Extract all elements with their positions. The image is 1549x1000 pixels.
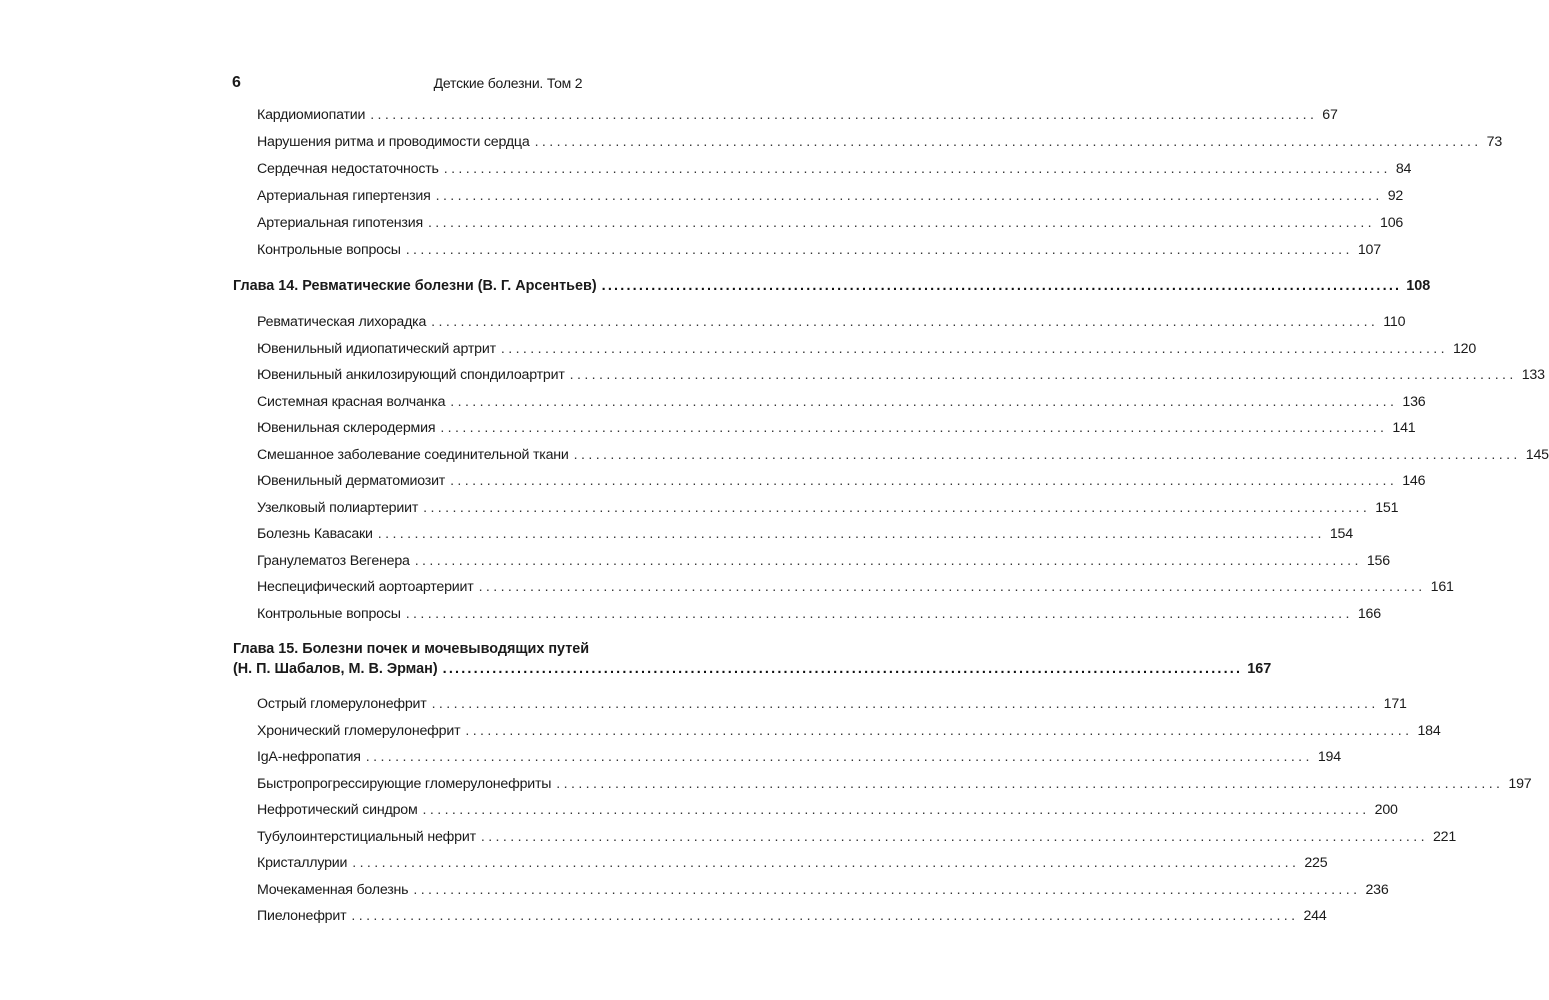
- dot-leader: .................................................................................................................................: [556, 776, 1504, 792]
- toc-entry: [257, 696, 1407, 712]
- toc-entry-page: 136: [1402, 394, 1426, 410]
- toc-entry: [257, 553, 1390, 569]
- toc-entry-title: IgA-нефропатия: [257, 749, 361, 765]
- toc-entry-page: 133: [1521, 367, 1545, 383]
- dot-leader: .................................................................................................................................: [431, 696, 1379, 712]
- toc-entry: [257, 242, 1381, 258]
- dot-leader: .................................................................................................................................: [370, 107, 1318, 123]
- toc-entry-title: Артериальная гипотензия: [257, 215, 423, 231]
- toc-entry-page: 194: [1317, 749, 1341, 765]
- dot-leader: .................................................................................................................................: [440, 420, 1388, 436]
- toc-entry-page: 110: [1383, 314, 1406, 330]
- chapter-title: Глава 14. Ревматические болезни (В. Г. Арсентьев): [233, 278, 597, 294]
- dot-leader: .................................................................................................................................: [405, 606, 1353, 622]
- chapter-heading: [233, 278, 1431, 294]
- toc-entry-title: Неспецифический аортоартериит: [257, 579, 474, 595]
- dot-leader: .................................................................................................................................: [427, 215, 1376, 231]
- toc-entry-title: Нарушения ритма и проводимости сердца: [257, 134, 530, 150]
- toc-entry-page: 84: [1395, 161, 1412, 177]
- toc-entry-page: 73: [1486, 134, 1503, 150]
- dot-leader: .................................................................................................................................: [351, 908, 1299, 924]
- chapter-page: 167: [1247, 661, 1272, 677]
- dot-leader: .................................................................................................................................: [450, 394, 1398, 410]
- toc-entry: [257, 749, 1341, 765]
- toc-entry: [257, 579, 1454, 595]
- toc-entry-title: Ювенильная склеродермия: [257, 420, 436, 436]
- toc-entry-title: Сердечная недостаточность: [257, 161, 439, 177]
- toc-entry-page: 225: [1304, 855, 1328, 871]
- toc-entry-title: Узелковый полиартериит: [257, 500, 419, 516]
- toc-entry: [257, 500, 1399, 516]
- dot-leader: .................................................................................................................................: [573, 447, 1521, 463]
- toc-entry-page: 107: [1357, 242, 1381, 258]
- toc-entry-page: 166: [1357, 606, 1381, 622]
- dot-leader: .................................................................................................................................: [480, 829, 1428, 845]
- dot-leader: .................................................................................................................................: [414, 553, 1362, 569]
- toc-entry-page: 236: [1365, 882, 1389, 898]
- toc-entry: [257, 188, 1404, 204]
- toc-entry-page: 151: [1375, 500, 1399, 516]
- chapter-title-line2: (Н. П. Шабалов, М. В. Эрман): [233, 661, 438, 677]
- toc-entry-title: Кристаллурии: [257, 855, 348, 871]
- toc-entry-title: Контрольные вопросы: [257, 606, 401, 622]
- toc-entry-title: Гранулематоз Вегенера: [257, 553, 410, 569]
- toc-entry-title: Ювенильный анкилозирующий спондилоартрит: [257, 367, 565, 383]
- toc-entry-page: 200: [1374, 802, 1398, 818]
- chapter-page: 108: [1406, 278, 1431, 294]
- toc-entry-page: 171: [1383, 696, 1407, 712]
- toc-entry: [257, 802, 1398, 818]
- toc-entry-page: 244: [1303, 908, 1327, 924]
- toc-entry-title: Мочекаменная болезнь: [257, 882, 409, 898]
- toc-entry-page: 120: [1452, 341, 1477, 357]
- dot-leader: .................................................................................................................................: [465, 723, 1413, 739]
- dot-leader: .................................................................................................................................: [435, 188, 1383, 204]
- dot-leader: .................................................................................................................................: [422, 802, 1370, 818]
- page-number: 6: [232, 74, 241, 91]
- toc-entry-title: Кардиомиопатии: [257, 107, 366, 123]
- toc-entry: [257, 420, 1416, 436]
- dot-leader: .................................................................................................................................: [443, 161, 1391, 177]
- toc-entry-page: 141: [1392, 420, 1416, 436]
- toc-entry: [257, 526, 1353, 542]
- toc-entry-page: 184: [1417, 723, 1441, 739]
- dot-leader: .................................................................................................................................: [500, 341, 1448, 357]
- toc-entry: [257, 908, 1327, 924]
- toc-entry-page: 92: [1387, 188, 1404, 204]
- dot-leader: .................................................................................................................................: [601, 278, 1402, 294]
- toc-entry-page: 67: [1322, 107, 1338, 123]
- toc-entry-title: Острый гломерулонефрит: [257, 696, 427, 712]
- toc-entry: [257, 215, 1404, 231]
- dot-leader: .................................................................................................................................: [377, 526, 1325, 542]
- toc-entry: [257, 367, 1545, 383]
- toc-entry-title: Контрольные вопросы: [257, 242, 401, 258]
- toc-entry-title: Системная красная волчанка: [257, 394, 446, 410]
- toc-entry-page: 161: [1430, 579, 1454, 595]
- toc-entry: [257, 107, 1338, 123]
- toc-entry: [257, 855, 1328, 871]
- dot-leader: .................................................................................................................................: [478, 579, 1426, 595]
- toc-entry-page: 106: [1380, 215, 1404, 231]
- toc-entry: [257, 882, 1389, 898]
- toc-entry-title: Ревматическая лихорадка: [257, 314, 427, 330]
- toc-entry: [257, 161, 1412, 177]
- toc-entry: [257, 447, 1549, 463]
- dot-leader: .................................................................................................................................: [365, 749, 1313, 765]
- toc-entry-page: 145: [1525, 447, 1549, 463]
- chapter-title-line1: Глава 15. Болезни почек и мочевыводящих путей: [233, 641, 590, 657]
- toc-entry-title: Пиелонефрит: [257, 908, 347, 924]
- running-head: [232, 74, 784, 94]
- toc-entry: [257, 134, 1503, 150]
- toc-entry: [257, 723, 1441, 739]
- dot-leader: .................................................................................................................................: [352, 855, 1300, 871]
- dot-leader: .................................................................................................................................: [442, 661, 1243, 677]
- toc-entry-title: Нефротический синдром: [257, 802, 418, 818]
- toc-entry-title: Быстропрогрессирующие гломерулонефриты: [257, 776, 552, 792]
- toc-entry-page: 156: [1366, 553, 1390, 569]
- toc-entry-title: Ювенильный идиопатический артрит: [257, 341, 496, 357]
- toc-entry: [257, 829, 1457, 845]
- toc-entry-title: Тубулоинтерстициальный нефрит: [257, 829, 476, 845]
- book-title: Детские болезни. Том 2: [433, 75, 583, 91]
- toc-entry-title: Артериальная гипертензия: [257, 188, 431, 204]
- toc-entry: [257, 314, 1406, 330]
- dot-leader: .................................................................................................................................: [534, 134, 1482, 150]
- toc-entry: [257, 394, 1426, 410]
- toc-entry-title: Ювенильный дерматомиозит: [257, 473, 446, 489]
- toc-entry-page: 197: [1508, 776, 1532, 792]
- dot-leader: .................................................................................................................................: [431, 314, 1379, 330]
- toc-entry-page: 146: [1402, 473, 1426, 489]
- dot-leader: .................................................................................................................................: [423, 500, 1371, 516]
- toc-entry: [257, 776, 1532, 792]
- dot-leader: .................................................................................................................................: [413, 882, 1361, 898]
- toc-entry-title: Смешанное заболевание соединительной ткани: [257, 447, 569, 463]
- toc-entry-title: Хронический гломерулонефрит: [257, 723, 461, 739]
- toc-entry-page: 221: [1432, 829, 1457, 845]
- dot-leader: .................................................................................................................................: [405, 242, 1353, 258]
- toc-entry-page: 154: [1329, 526, 1353, 542]
- toc-entry-title: Болезнь Кавасаки: [257, 526, 373, 542]
- chapter-heading: [233, 661, 1272, 677]
- toc-entry: [257, 606, 1381, 622]
- dot-leader: .................................................................................................................................: [569, 367, 1517, 383]
- toc-entry: [257, 341, 1477, 357]
- toc-entry: [257, 473, 1426, 489]
- dot-leader: .................................................................................................................................: [450, 473, 1398, 489]
